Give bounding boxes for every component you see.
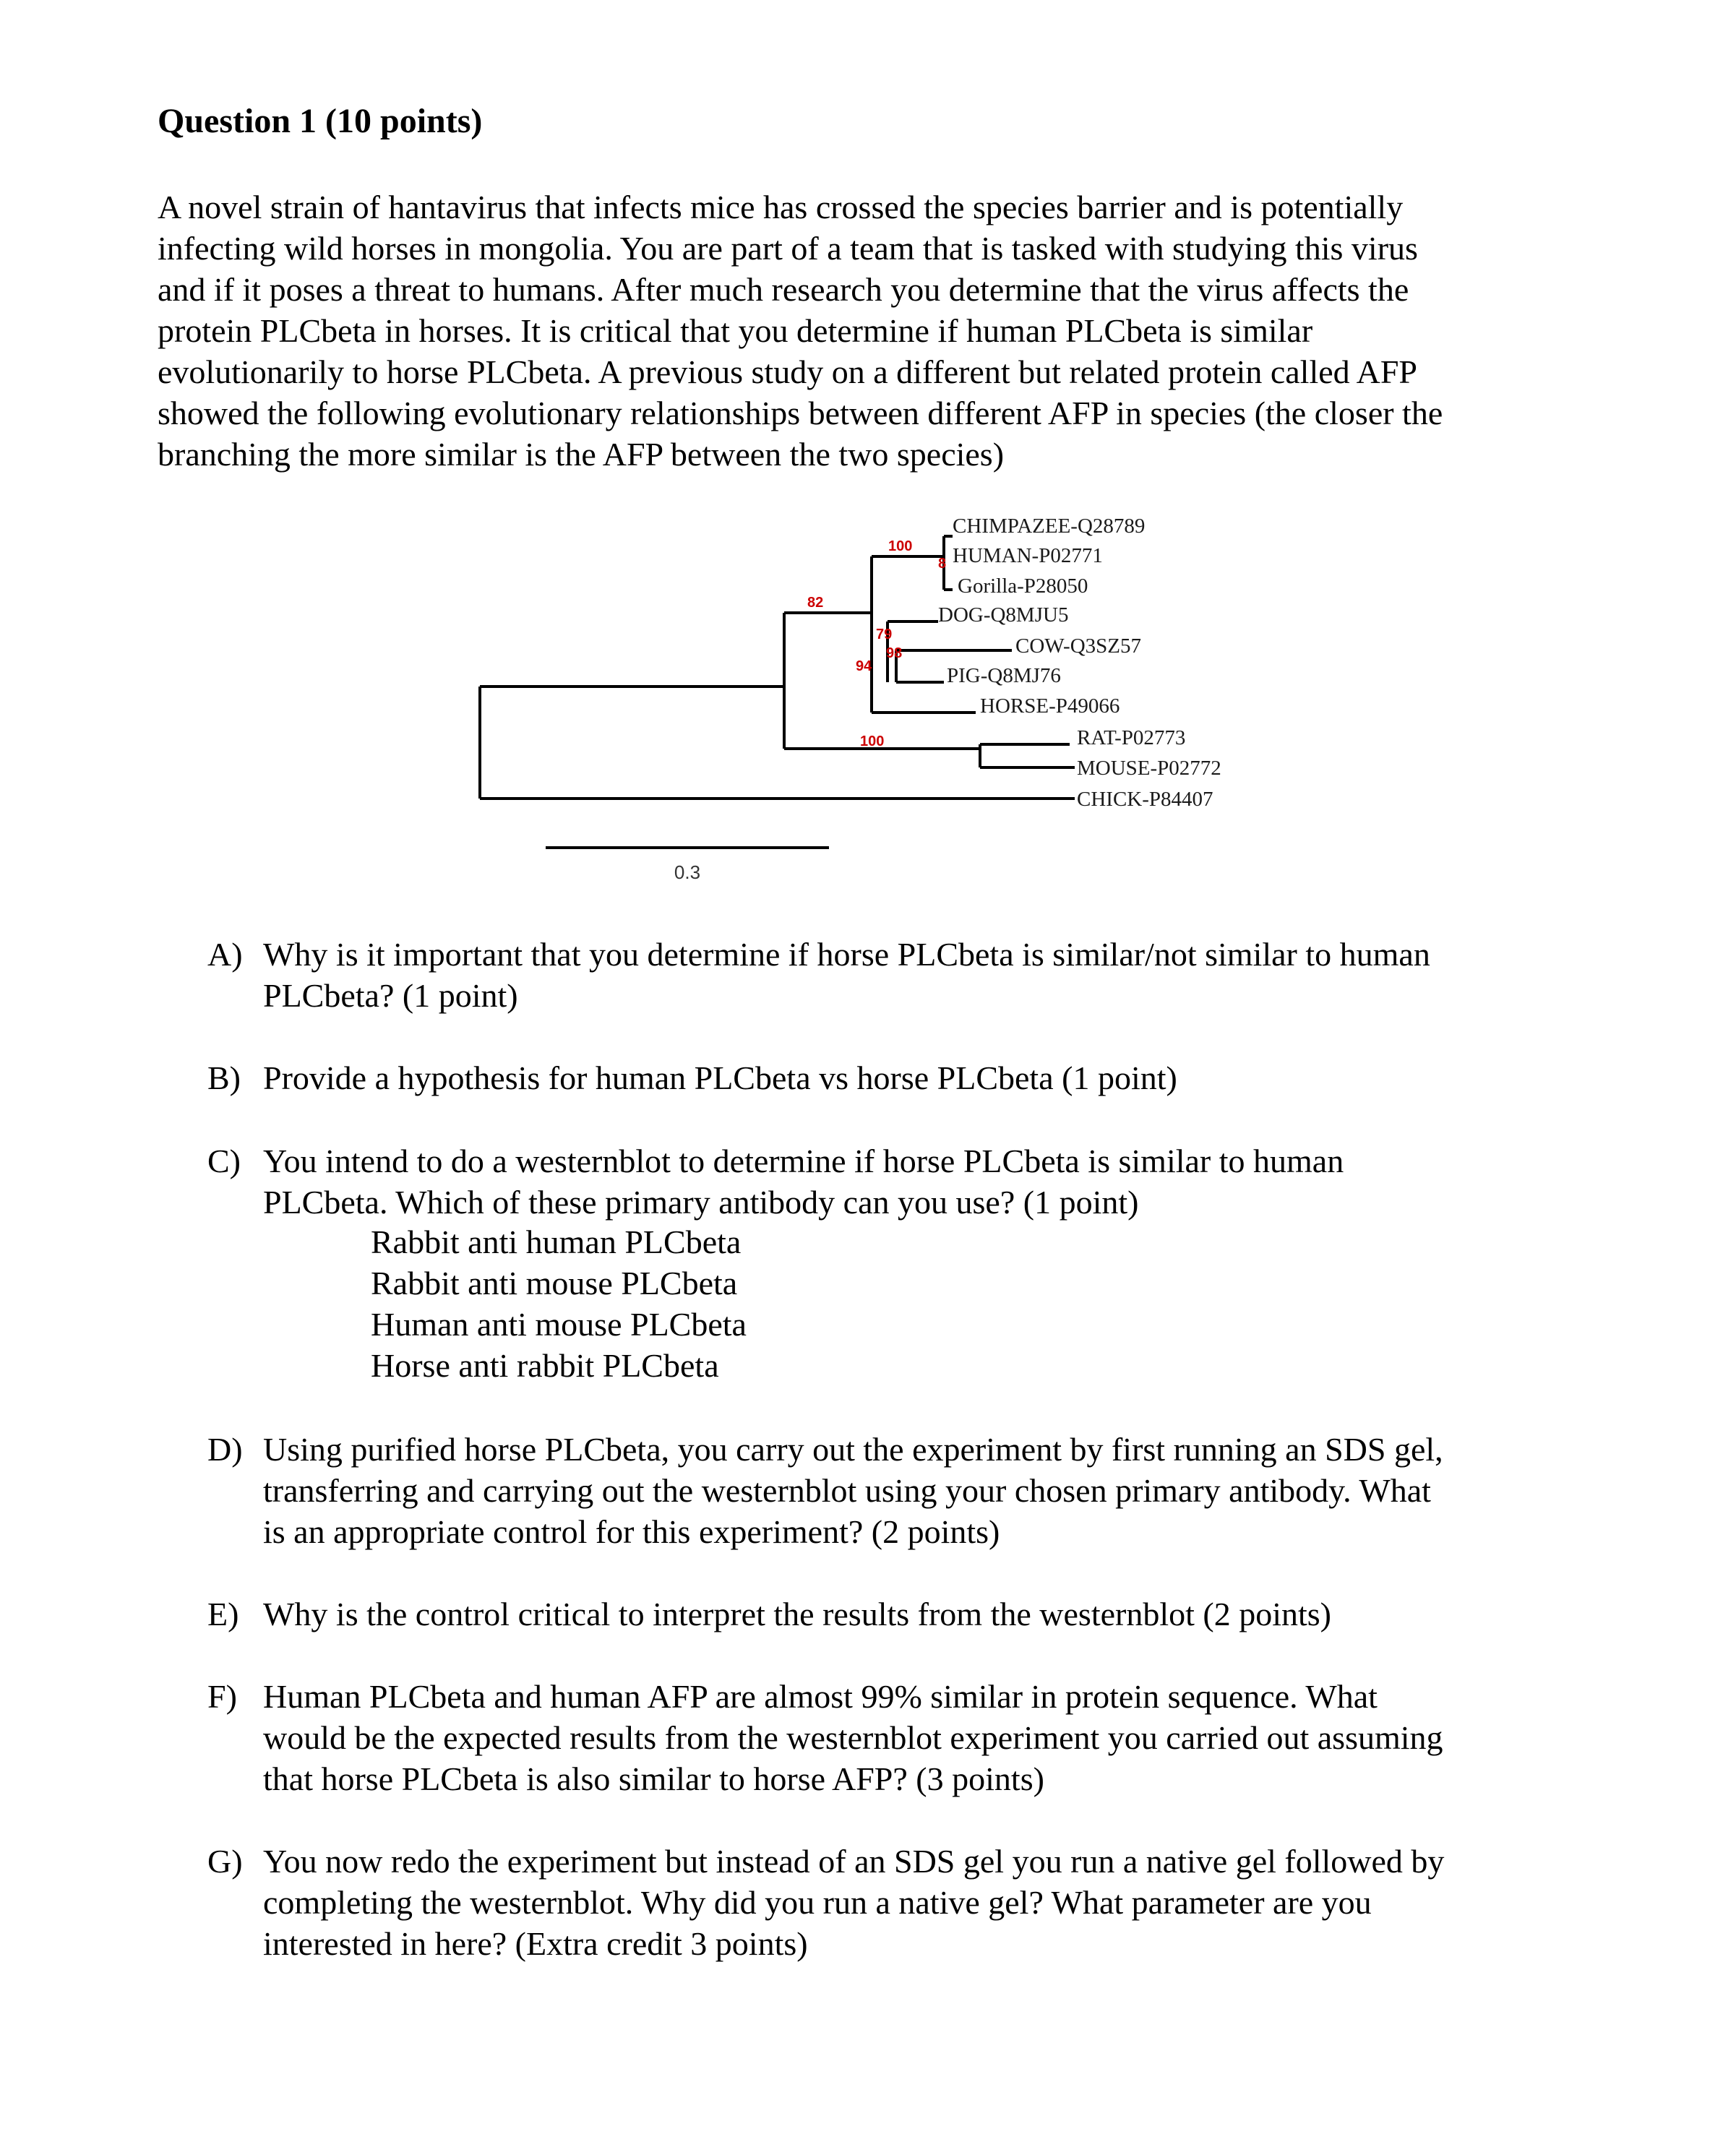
question-line: Provide a hypothesis for human PLCbeta vs horse PLCbeta (1 point) — [263, 1059, 1177, 1096]
antibody-option: Human anti mouse PLCbeta — [371, 1306, 747, 1343]
question-letter: F) — [207, 1678, 237, 1715]
antibody-option: Horse anti rabbit PLCbeta — [371, 1347, 719, 1384]
question-line: is an appropriate control for this experiment? (2 points) — [263, 1513, 1000, 1550]
question-line: Using purified horse PLCbeta, you carry out the experiment by first running an SDS gel, — [263, 1431, 1443, 1468]
bootstrap-value: 8 — [938, 556, 947, 572]
question-line: Human PLCbeta and human AFP are almost 99% similar in protein sequence. What — [263, 1678, 1378, 1715]
bootstrap-value: 94 — [856, 658, 872, 674]
question-letter: G) — [207, 1843, 243, 1880]
tree-leaf-label: HORSE-P49066 — [980, 694, 1120, 718]
tree-leaf-label: HUMAN-P02771 — [953, 544, 1103, 567]
tree-leaf-label: RAT-P02773 — [1077, 726, 1186, 749]
question-line: would be the expected results from the westernblot experiment you carried out assuming — [263, 1719, 1443, 1756]
tree-leaf-label: PIG-Q8MJ76 — [947, 664, 1061, 687]
scale-bar-label: 0.3 — [674, 861, 701, 883]
bootstrap-value: 98 — [886, 645, 903, 661]
antibody-option: Rabbit anti mouse PLCbeta — [371, 1265, 738, 1301]
tree-leaf-label: MOUSE-P02772 — [1077, 757, 1221, 780]
tree-leaf-label: CHICK-P84407 — [1077, 788, 1213, 811]
intro-line: showed the following evolutionary relationships between different AFP in species (the closer the — [158, 395, 1443, 431]
question-title: Question 1 (10 points) — [158, 102, 483, 140]
question-line: PLCbeta. Which of these primary antibody can you use? (1 point) — [263, 1184, 1139, 1221]
question-line: interested in here? (Extra credit 3 points) — [263, 1925, 808, 1962]
tree-leaf-label: Gorilla-P28050 — [958, 575, 1088, 598]
question-line: You now redo the experiment but instead of an SDS gel you run a native gel followed by — [263, 1843, 1445, 1880]
question-letter: B) — [207, 1059, 241, 1096]
tree-leaf-label: CHIMPAZEE-Q28789 — [953, 515, 1146, 538]
question-letter: D) — [207, 1431, 243, 1468]
intro-line: infecting wild horses in mongolia. You are part of a team that is tasked with studying this virus — [158, 230, 1418, 267]
bootstrap-value: 79 — [876, 627, 893, 642]
question-letter: A) — [207, 936, 243, 973]
question-line: that horse PLCbeta is also similar to horse AFP? (3 points) — [263, 1760, 1044, 1797]
antibody-option: Rabbit anti human PLCbeta — [371, 1223, 742, 1260]
question-line: completing the westernblot. Why did you run a native gel? What parameter are you — [263, 1884, 1372, 1921]
intro-line: and if it poses a threat to humans. After much research you determine that the virus affects the — [158, 271, 1409, 308]
question-line: Why is it important that you determine if horse PLCbeta is similar/not similar to human — [263, 936, 1430, 973]
intro-line: A novel strain of hantavirus that infects mice has crossed the species barrier and is potentially — [158, 189, 1404, 225]
intro-line: evolutionarily to horse PLCbeta. A previous study on a different but related protein called AFP — [158, 353, 1417, 390]
question-line: Why is the control critical to interpret the results from the westernblot (2 points) — [263, 1596, 1331, 1632]
phylogenetic-tree — [0, 0, 1736, 911]
intro-line: protein PLCbeta in horses. It is critical that you determine if human PLCbeta is similar — [158, 312, 1313, 349]
intro-line: branching the more similar is the AFP between the two species) — [158, 436, 1005, 473]
question-letter: C) — [207, 1143, 241, 1179]
bootstrap-value: 82 — [807, 595, 824, 611]
question-letter: E) — [207, 1596, 239, 1632]
question-line: You intend to do a westernblot to determine if horse PLCbeta is similar to human — [263, 1143, 1344, 1179]
question-line: PLCbeta? (1 point) — [263, 977, 518, 1014]
tree-leaf-label: DOG-Q8MJU5 — [938, 603, 1069, 627]
question-line: transferring and carrying out the westernblot using your chosen primary antibody. What — [263, 1472, 1431, 1509]
bootstrap-value: 100 — [860, 733, 885, 749]
bootstrap-value: 100 — [888, 538, 913, 554]
tree-leaf-label: COW-Q3SZ57 — [1015, 634, 1141, 658]
